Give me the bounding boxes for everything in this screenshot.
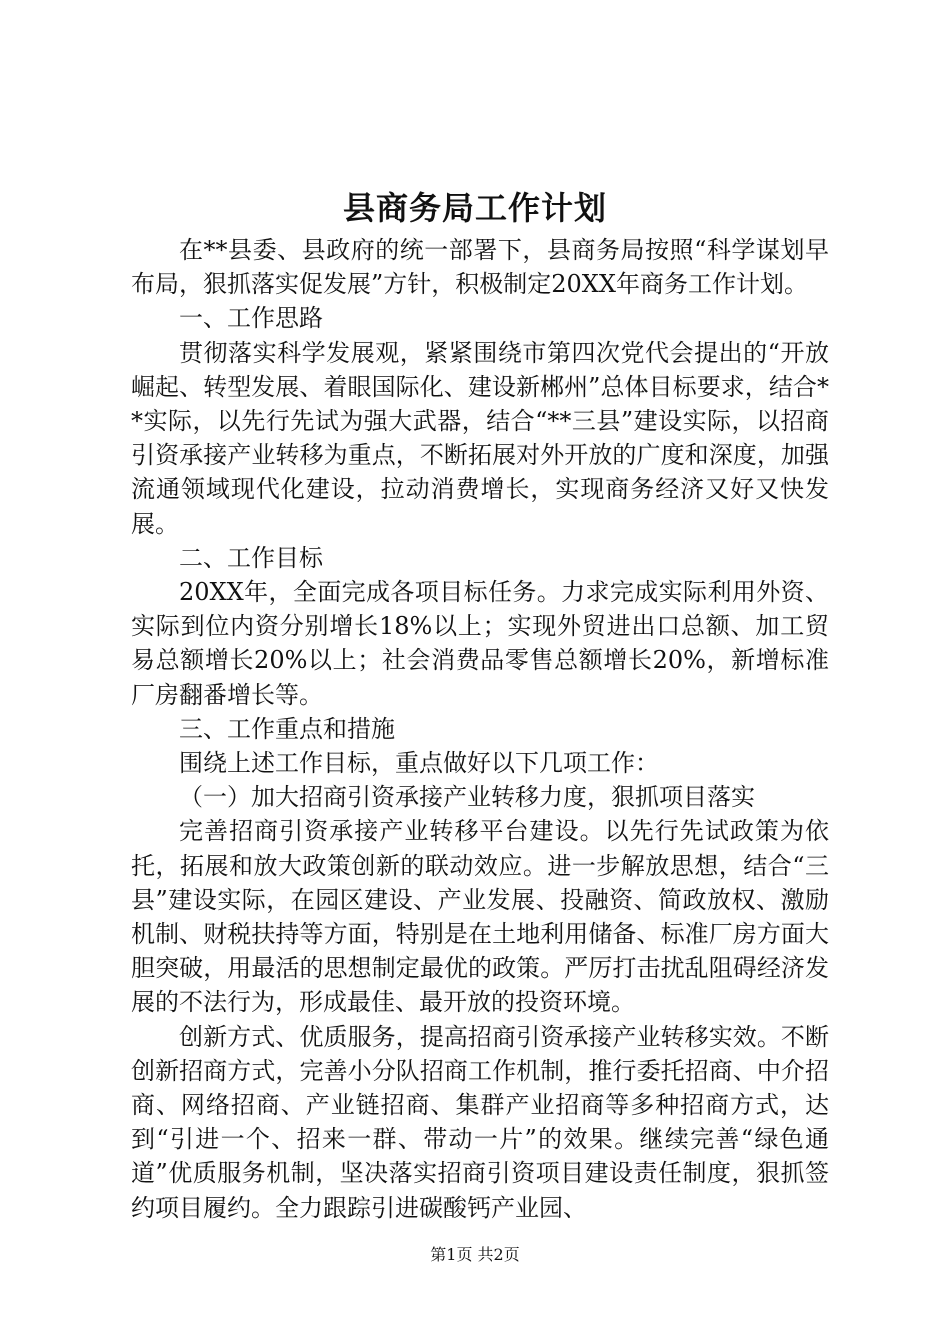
subsection-heading-investment: （一）加大招商引资承接产业转移力度，狠抓项目落实 — [179, 783, 755, 812]
intro-paragraph: 在**县委、县政府的统一部署下，县商务局按照“科学谋划早布局，狠抓落实促发展”方针，积极制定20XX年商务工作计划。 — [131, 236, 829, 299]
paragraph-platform-building: 完善招商引资承接产业转移平台建设。以先行先试政策为依托，拓展和放大政策创新的联动效应。进一步解放思想，结合“三县”建设实际，在园区建设、产业发展、投融资、简政放权、激励机制、财税扶持等方面，特别是在土地利用储备、标准厂房方面大胆突破，用最活的思想制定最优的政策。严厉打击扰乱阻碍经济发展的不法行为，形成最佳、最开放的投资环境。 — [131, 817, 829, 1017]
paragraph-work-goals: 20XX年，全面完成各项目标任务。力求完成实际利用外资、实际到位内资分别增长18%以上；实现外贸进出口总额、加工贸易总额增长20%以上；社会消费品零售总额增长20%，新增标准厂房翻番增长等。 — [131, 578, 829, 709]
paragraph-measures-intro: 围绕上述工作目标，重点做好以下几项工作： — [179, 749, 659, 778]
paragraph-innovation-service: 创新方式、优质服务，提高招商引资承接产业转移实效。不断创新招商方式，完善小分队招商工作机制，推行委托招商、中介招商、网络招商、产业链招商、集群产业招商等多种招商方式，达到“引进一个、招来一群、带动一片”的效果。继续完善“绿色通道”优质服务机制，坚决落实招商引资项目建设责任制度，狠抓签约项目履约。全力跟踪引进碳酸钙产业园、 — [131, 1022, 829, 1222]
section-heading-work-approach: 一、工作思路 — [179, 304, 323, 333]
page-footer: 第1页 共2页 — [430, 1245, 520, 1264]
paragraph-work-approach: 贯彻落实科学发展观，紧紧围绕市第四次党代会提出的“开放崛起、转型发展、着眼国际化、建设新郴州”总体目标要求，结合**实际，以先行先试为强大武器，结合“**三县”建设实际，以招商引资承接产业转移为重点，不断拓展对外开放的广度和深度，加强流通领域现代化建设，拉动消费增长，实现商务经济又好又快发展。 — [131, 338, 829, 538]
section-heading-work-goals: 二、工作目标 — [179, 543, 323, 572]
document-body — [131, 233, 829, 1225]
document-title: 县商务局工作计划 — [342, 189, 607, 227]
section-heading-key-measures: 三、工作重点和措施 — [179, 714, 395, 743]
